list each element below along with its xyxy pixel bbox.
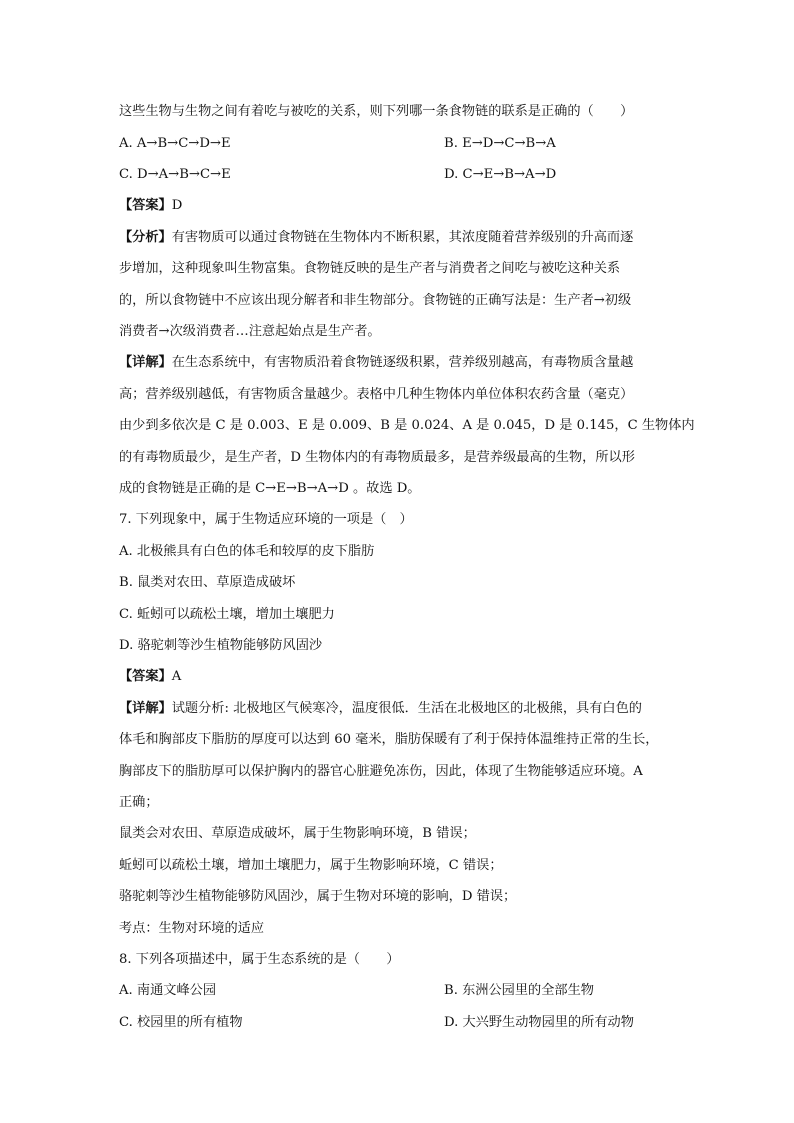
detail-tag: 【详解】 <box>119 355 172 370</box>
q6-analysis-line: 【分析】有害物质可以通过食物链在生物体内不断积累，其浓度随着营养级别的升高而逐 <box>119 230 634 245</box>
q6-analysis-line: 步增加，这种现象叫生物富集。食物链反映的是生产者与消费者之间吃与被吃这种关系 <box>119 261 621 276</box>
q6-detail-line: 成的食物链是正确的是 C→E→B→A→D 。故选 D。 <box>119 481 421 496</box>
q6-analysis-line: 的，所以食物链中不应该出现分解者和非生物部分。食物链的正确写法是：生产者→初级 <box>119 293 632 308</box>
q7-knowledge-point: 考点：生物对环境的适应 <box>119 921 265 936</box>
q7-detail-line: 鼠类会对农田、草原造成破坏，属于生物影响环境，B 错误； <box>119 826 476 841</box>
q6-option-d: D. C→E→B→A→D <box>444 167 557 182</box>
q7-answer <box>119 668 689 686</box>
answer-value: A <box>171 669 182 684</box>
q6-detail-line: 【详解】在生态系统中，有害物质沿着食物链逐级积累，营养级别越高，有毒物质含量越 <box>119 355 634 370</box>
q8-option-b: B. 东洲公园里的全部生物 <box>444 983 594 998</box>
q7-detail-line: 蚯蚓可以疏松土壤，增加土壤肥力，属于生物影响环境，C 错误； <box>119 858 503 873</box>
answer-value: D <box>171 198 183 213</box>
q8-stem: 8. 下列各项描述中，属于生态系统的是（ ） <box>119 952 400 967</box>
q6-option-a: A. A→B→C→D→E <box>119 136 231 151</box>
q8-option-d: D. 大兴野生动物园里的所有动物 <box>444 1015 634 1030</box>
q6-option-c: C. D→A→B→C→E <box>119 167 231 182</box>
q6-detail-line: 由少到多依次是 C 是 0.003、E 是 0.009、B 是 0.024、A 是 0.045，D 是 0.145，C 生物体内 <box>119 418 695 433</box>
q6-answer <box>119 197 689 215</box>
q7-option-c: C. 蚯蚓可以疏松土壤，增加土壤肥力 <box>119 607 335 622</box>
q7-option-d: D. 骆驼刺等沙生植物能够防风固沙 <box>119 638 323 653</box>
q6-analysis-line: 消费者→次级消费者…注意起始点是生产者。 <box>119 324 381 339</box>
q7-option-b: B. 鼠类对农田、草原造成破坏 <box>119 575 296 590</box>
q7-stem: 7. 下列现象中，属于生物适应环境的一项是（ ） <box>119 512 413 527</box>
q8-option-a: A. 南通文峰公园 <box>119 983 217 998</box>
q7-detail-line: 骆驼刺等沙生植物能够防风固沙，属于生物对环境的影响，D 错误； <box>119 889 517 904</box>
q7-detail-line: 体毛和胸部皮下脂肪的厚度可以达到 60 毫米，脂肪保暖有了利于保持体温维持正常的生长， <box>119 732 659 747</box>
q8-option-c: C. 校园里的所有植物 <box>119 1015 243 1030</box>
analysis-tag: 【分析】 <box>119 230 172 245</box>
detail-tag: 【详解】 <box>119 701 172 716</box>
q6-option-b: B. E→D→C→B→A <box>444 136 556 151</box>
q6-detail-line: 高；营养级别越低，有害物质含量越少。表格中几种生物体内单位体积农药含量（毫克） <box>119 387 634 402</box>
answer-tag: 【答案】 <box>119 669 172 684</box>
q7-detail-line: 胸部皮下的脂肪厚可以保护胸内的器官心脏避免冻伤，因此，体现了生物能够适应环境。A <box>119 764 643 779</box>
q6-detail-line: 的有毒物质最少，是生产者，D 生物体内的有毒物质最多，是营养级最高的生物，所以形 <box>119 450 635 465</box>
q7-detail-line: 【详解】试题分析: 北极地区气候寒冷，温度很低．生活在北极地区的北极熊，具有白色的 <box>119 701 642 716</box>
q7-option-a: A. 北极熊具有白色的体毛和较厚的皮下脂肪 <box>119 544 375 559</box>
q6-stem: 这些生物与生物之间有着吃与被吃的关系，则下列哪一条食物链的联系是正确的（ ） <box>119 104 634 119</box>
q7-detail-line: 正确； <box>119 795 159 810</box>
answer-tag: 【答案】 <box>119 198 172 213</box>
